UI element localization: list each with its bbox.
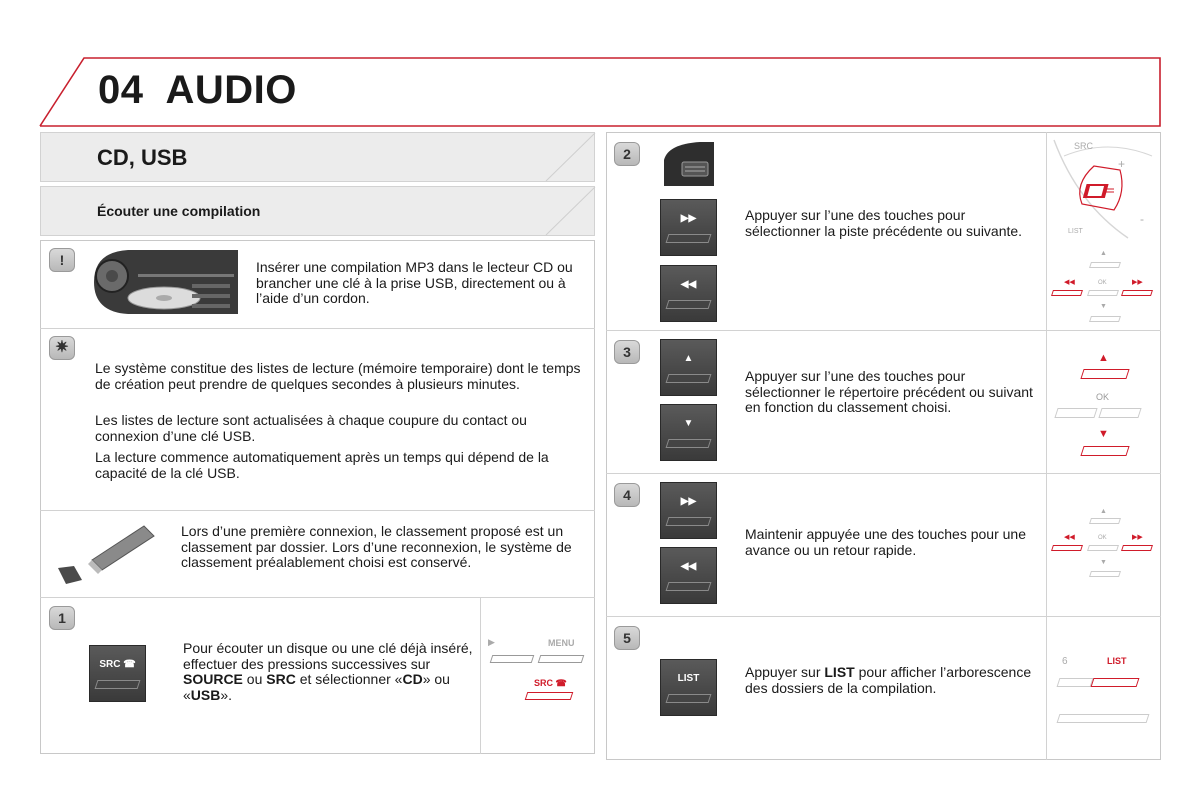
step-5-text [745,665,1035,696]
steering-wheel-diagram [1048,134,1160,244]
rewind-button-outline [1051,545,1083,551]
folder-down-button-bar [666,439,712,448]
button-outline [1089,316,1121,322]
step-5-badge: 5 [614,626,640,650]
divider [40,510,595,511]
up-icon: ▲ [683,353,694,364]
up-button-outline [1080,369,1129,379]
button-outline [490,655,535,663]
step-1-text-mid3: » ou « [183,671,450,703]
section-title: CD, USB [97,145,188,170]
usb-text: Lors d’une première connexion, le classement proposé est un classement par dossier. Lors d’une reconnexion, le système de classement préalablement choisi est conservé. [181,523,572,570]
page-title [98,68,297,113]
ok-diagram-label: OK [1098,280,1107,286]
usb-key-icon [52,520,162,588]
step-2-badge: 2 [614,142,640,166]
step-1-badge: 1 [49,606,75,630]
folder-down-button[interactable] [660,404,717,461]
lightbulb-icon: ✷ [49,336,75,360]
steering-wheel-control-icon [660,140,720,190]
step-3-badge: 3 [614,340,640,364]
ok-diagram-label: OK [1098,535,1107,541]
src-button-label: SRC ☎ [99,659,136,670]
chapter-number: 04 [98,68,144,112]
divider [606,616,1161,617]
previous-track-button-bar [666,300,712,309]
down-arrow-icon: ▼ [1100,559,1107,566]
button-outline [538,655,585,663]
plus-label: + [1118,157,1126,171]
step-1-bold-cd: CD [402,671,423,687]
fast-forward-button-bar [666,517,712,526]
warning-icon: ! [49,248,75,272]
src-button-bar [95,680,141,689]
warning-text: Insérer une compilation MP3 dans le lecteur CD ou brancher une clé à la prise USB, directement ou à l’aide d’un cordon. [256,259,573,306]
step-1-text-mid1: ou [242,671,267,687]
subsection-title: Écouter une compilation [97,203,261,219]
next-track-button-bar [666,234,712,243]
folder-up-button[interactable] [660,339,717,396]
list-button-label: LIST [677,673,700,684]
preset-6-label: 6 [1062,656,1068,667]
cd-player-icon [88,246,248,320]
down-icon: ▼ [683,418,694,429]
menu-label: MENU [548,638,575,648]
step-1-text [183,641,473,703]
rewind-button-bar [666,582,712,591]
step-3-text: Appuyer sur l’une des touches pour sélectionner le répertoire précédent ou suivant en fonction du classement choisi. [745,368,1033,415]
section-header-corner [520,132,596,182]
tip-paragraph-2: Les listes de lecture sont actualisées à chaque coupure du contact ou connexion d’une clé USB. [95,412,527,444]
rewind-button[interactable] [660,547,717,604]
divider [606,330,1161,331]
divider [480,597,481,754]
button-outline [1089,571,1121,577]
prev-diagram-icon: ◀◀ [1064,279,1075,286]
previous-track-button[interactable] [660,265,717,322]
button-outline [1089,262,1121,268]
down-button-outline [1080,446,1129,456]
button-outline [1054,408,1097,418]
list-button-outline [1091,678,1140,687]
down-diagram-icon: ▼ [1098,428,1109,440]
step-5-bold-list: LIST [824,664,855,680]
src-button-outline [525,692,574,700]
list-button-bar [666,694,712,703]
rewind-diagram-icon: ◀◀ [1064,534,1075,541]
divider [40,328,595,329]
button-outline [1098,408,1141,418]
step-4-text: Maintenir appuyée une des touches pour une avance ou un retour rapide. [745,526,1026,558]
down-arrow-icon: ▼ [1100,303,1107,310]
tip-paragraph-3: La lecture commence automatiquement après un temps qui dépend de la capacité de la clé USB. [95,449,549,481]
step-1-text-pre: Pour écouter un disque ou une clé déjà inséré, effectuer des pressions successives sur [183,640,473,672]
ff-button-outline [1121,545,1153,551]
step-1-bold-source: SOURCE [183,671,243,687]
button-outline [1057,678,1094,687]
prev-button-outline [1051,290,1083,296]
play-icon: ▶ [488,637,495,647]
rewind-icon: ◀◀ [680,561,697,572]
tip-paragraph-1: Le système constitue des listes de lecture (mémoire temporaire) dont le temps de création peut prendre de quelques secondes à plusieurs minutes. [95,360,581,392]
step-4-badge: 4 [614,483,640,507]
folder-up-button-bar [666,374,712,383]
divider [606,473,1161,474]
divider [1046,132,1047,760]
up-arrow-icon: ▲ [1100,250,1107,257]
src-button[interactable] [89,645,146,702]
up-diagram-icon: ▲ [1098,352,1109,364]
ff-diagram-icon: ▶▶ [1132,534,1143,541]
next-icon: ▶▶ [680,213,697,224]
src-diagram-label: SRC [1074,141,1094,151]
list-small-label: LIST [1107,656,1127,666]
button-outline [1087,290,1119,296]
ok-label: OK [1096,392,1110,402]
divider [40,597,595,598]
step-1-bold-src: SRC [266,671,296,687]
up-arrow-icon: ▲ [1100,508,1107,515]
step-1-bold-usb: USB [190,686,221,703]
button-outline [1087,545,1119,551]
previous-icon: ◀◀ [680,279,697,290]
src-small-label: SRC ☎ [534,678,567,688]
step-1-text-mid2: et sélectionner « [295,671,403,687]
button-outline [1057,714,1150,723]
next-track-button[interactable] [660,199,717,256]
step-5-text-pre: Appuyer sur [745,664,825,680]
step-1-text-end: ». [220,686,233,703]
next-diagram-icon: ▶▶ [1132,279,1143,286]
list-button[interactable] [660,659,717,716]
step-5-text-post: pour afficher l’arborescence des dossiers de la compilation. [745,664,1032,696]
step-2-text: Appuyer sur l’une des touches pour sélectionner la piste précédente ou suivante. [745,207,1023,239]
button-outline [1089,518,1121,524]
next-button-outline [1121,290,1153,296]
subsection-header-corner [520,186,596,236]
list-diagram-label: LIST [1068,228,1083,235]
fast-forward-button[interactable] [660,482,717,539]
minus-label: - [1140,212,1144,226]
chapter-title: AUDIO [165,68,297,112]
fast-forward-icon: ▶▶ [680,496,697,507]
